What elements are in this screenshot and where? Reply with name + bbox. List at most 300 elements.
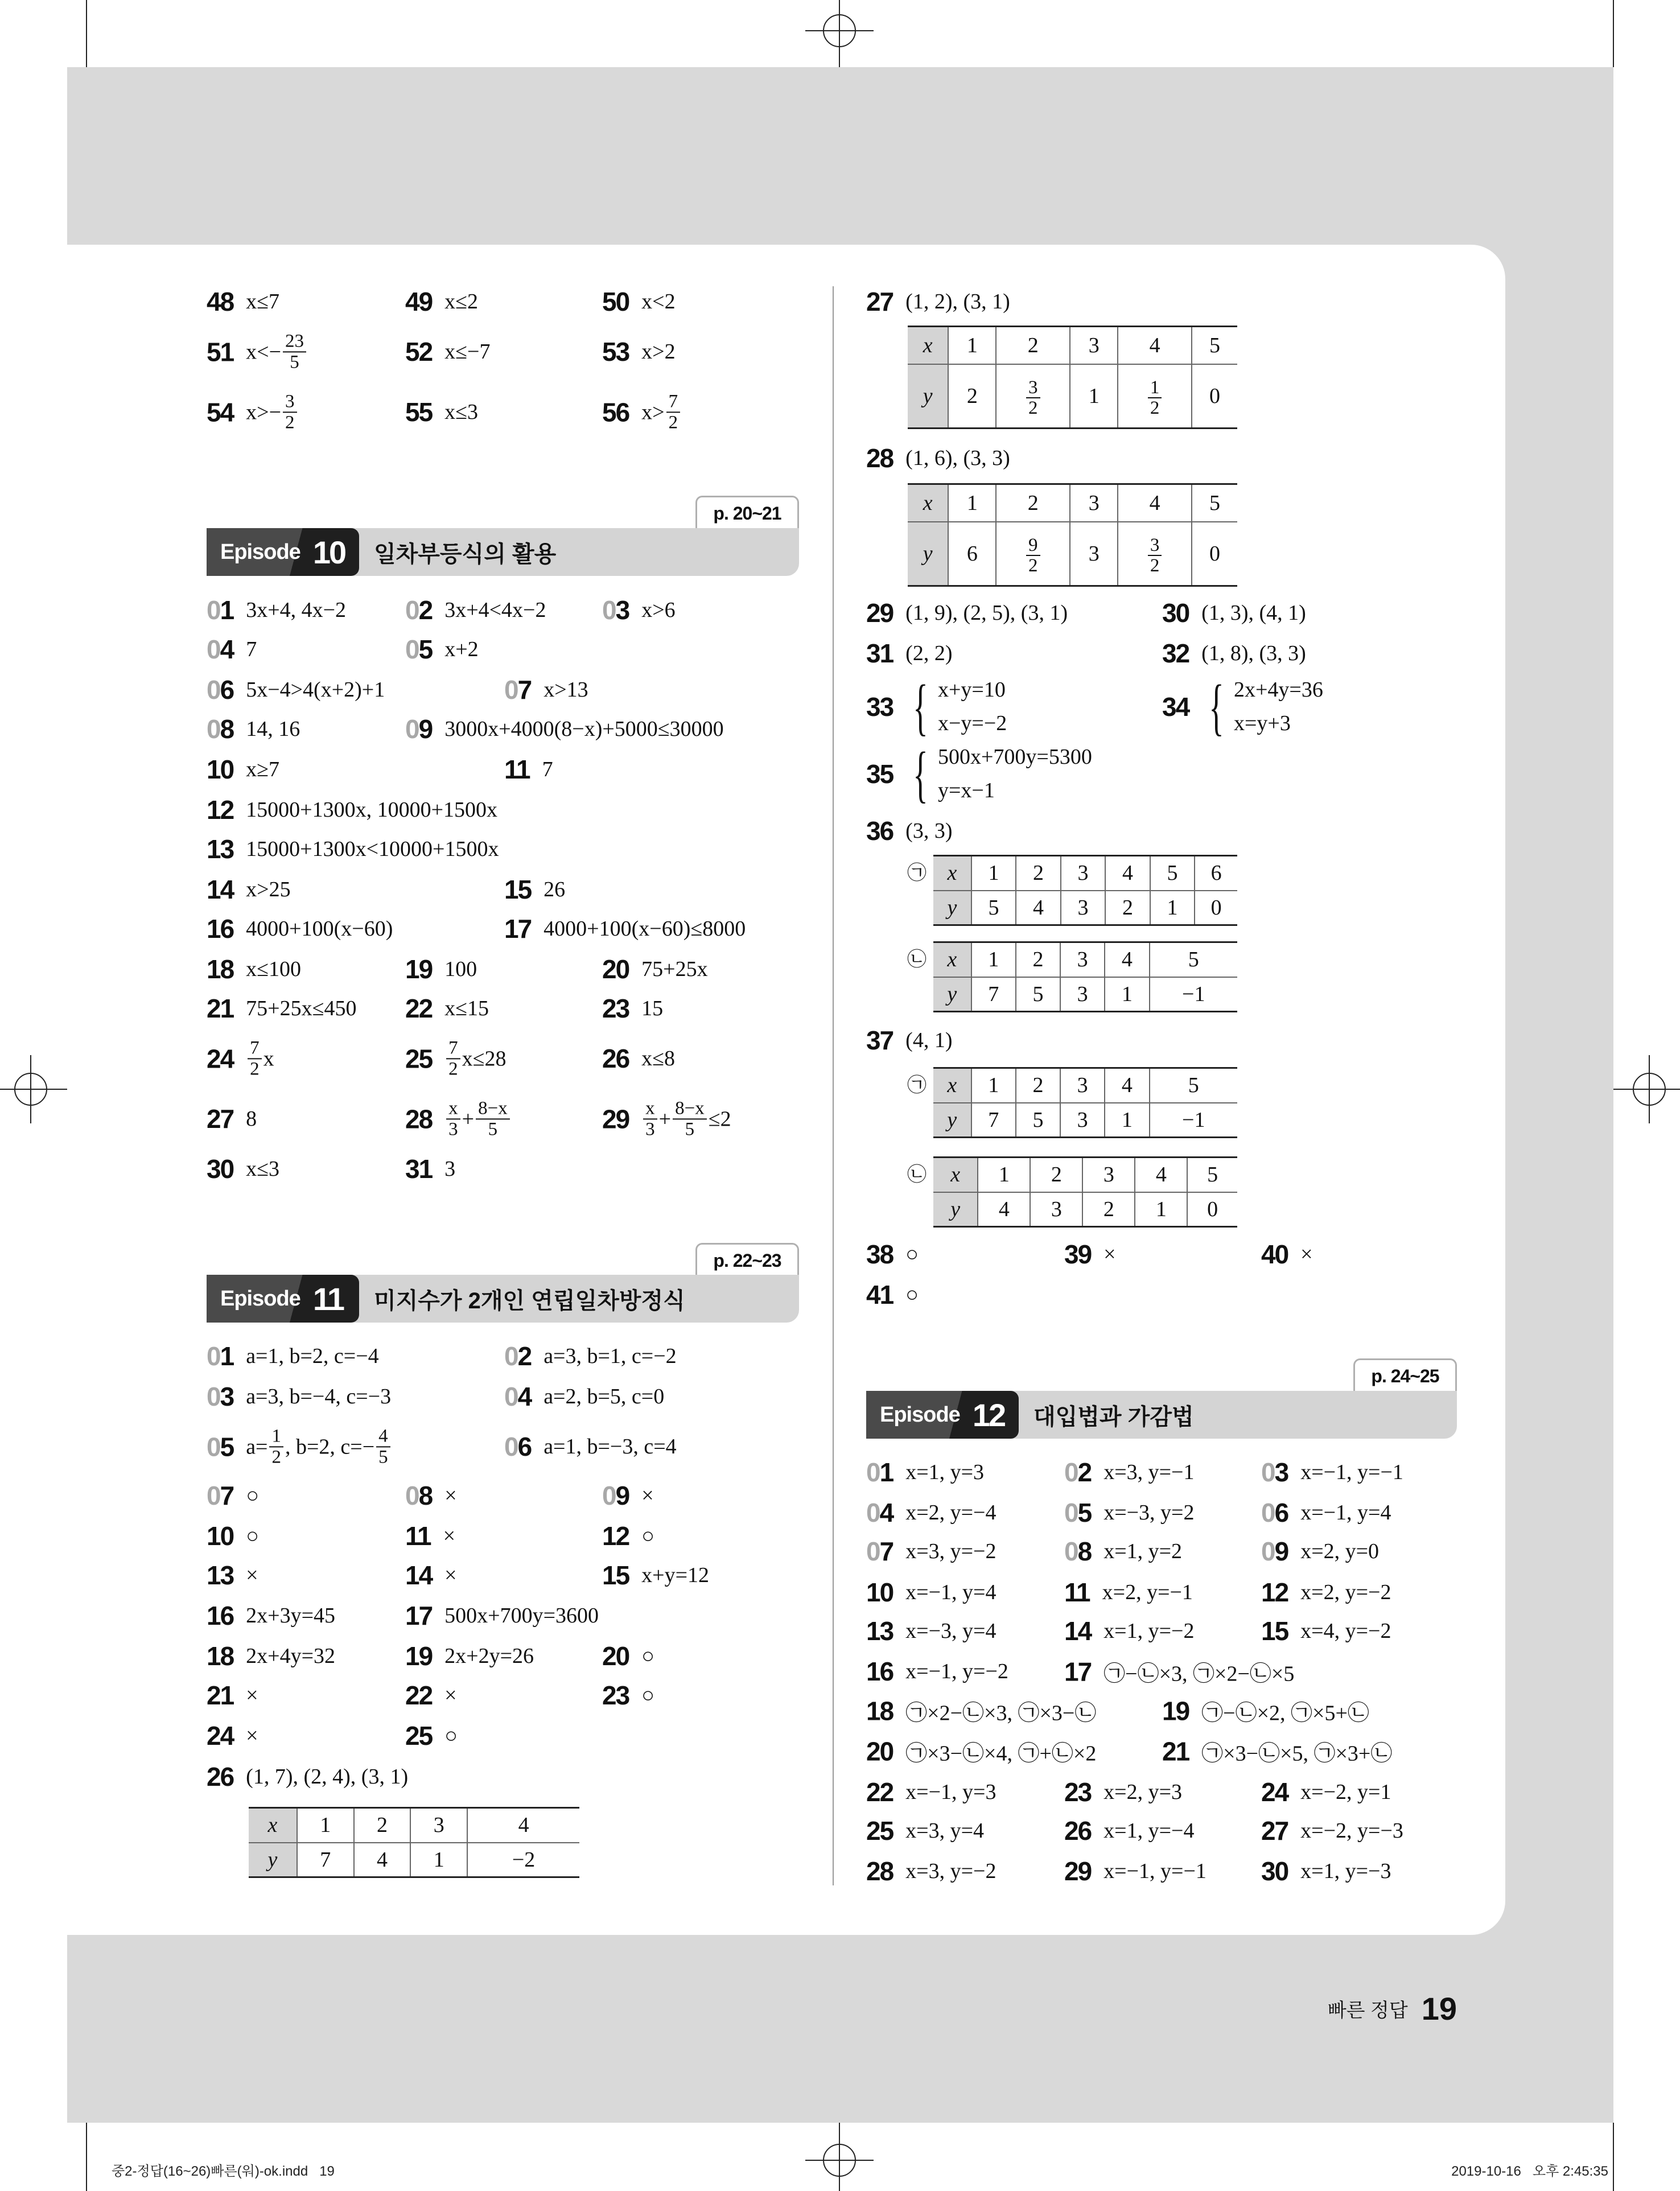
answer-number: 51 <box>207 337 234 366</box>
fraction-denominator: 2 <box>250 1059 260 1079</box>
answer-number: 08 <box>1064 1537 1092 1566</box>
fraction-denominator: 5 <box>685 1119 695 1139</box>
page-ref: p. 20~21 <box>713 503 781 524</box>
answer-number: 05 <box>207 1432 234 1461</box>
math-text: x <box>947 1073 957 1098</box>
math-text: 4 <box>1121 948 1133 972</box>
answer-number: 23 <box>602 1681 629 1710</box>
math-text: 3 <box>1077 982 1088 1006</box>
answer-number: 24 <box>207 1044 234 1073</box>
math-text: y <box>947 1107 957 1132</box>
math-text: 4000+100(x−60)≤8000 <box>543 917 746 941</box>
math-text: a=3, b=−4, c=−3 <box>246 1385 392 1408</box>
print-slug-filename: 중2-정답(16~26)빠른(워)-ok.indd 19 <box>112 2164 335 2179</box>
answer-number: 06 <box>207 675 234 705</box>
page-number: 19 <box>1421 1991 1457 2027</box>
answer-number: 15 <box>602 1560 629 1590</box>
math-text: 2x+3y=45 <box>246 1604 336 1628</box>
answer-number: 19 <box>1162 1696 1189 1725</box>
answer-number: 11 <box>1064 1578 1090 1607</box>
fraction-numerator: x <box>446 1098 460 1119</box>
answer-number: 17 <box>504 914 532 944</box>
math-text: 1 <box>988 1073 999 1098</box>
answer-number: 19 <box>405 954 433 984</box>
math-text: 4 <box>1121 1073 1133 1098</box>
answer-number: 06 <box>504 1432 532 1461</box>
math-text: 1 <box>1155 1197 1167 1221</box>
math-text: x=−1, y=3 <box>905 1780 997 1804</box>
math-text: 1 <box>988 948 999 972</box>
fraction-numerator: x <box>643 1098 657 1119</box>
math-text: y <box>947 982 957 1006</box>
answer-number: 12 <box>1261 1578 1288 1607</box>
math-text: 3 <box>444 1157 456 1181</box>
answer-number: 38 <box>866 1239 893 1269</box>
math-text: x=3, y=−2 <box>905 1859 997 1883</box>
answer-number: 22 <box>405 1681 433 1710</box>
fraction-numerator: 1 <box>1148 378 1162 399</box>
math-text: x≤2 <box>444 290 479 314</box>
math-text: x=−3, y=4 <box>905 1619 997 1643</box>
episode-title: 미지수가 2개인 연립일차방정식 <box>374 1288 685 1313</box>
math-text: y <box>950 1197 961 1221</box>
math-text: y <box>923 384 933 408</box>
math-text: 3 <box>1077 1107 1088 1132</box>
math-text: y <box>947 895 957 920</box>
math-text: x <box>263 1047 274 1070</box>
math-text: 2 <box>1027 333 1039 357</box>
math-text: 3x+4<4x−2 <box>444 598 546 622</box>
math-text: 7 <box>988 982 999 1006</box>
math-text: 75+25x≤450 <box>246 996 357 1020</box>
math-text: x=1, y=3 <box>905 1460 985 1484</box>
math-text: a=1, b=−3, c=4 <box>543 1435 677 1459</box>
answer-number: 17 <box>405 1601 433 1630</box>
answer-number: 26 <box>602 1044 629 1073</box>
math-text: x≤3 <box>444 400 479 424</box>
answer-number: 25 <box>405 1044 433 1073</box>
registration-mark-left <box>0 1055 67 1123</box>
math-text: −1 <box>1182 1107 1205 1132</box>
math-text: (1, 6), (3, 3) <box>905 446 1010 470</box>
answer-number: 03 <box>602 595 629 625</box>
page-ref: p. 22~23 <box>713 1250 781 1271</box>
answer-number: 03 <box>1261 1457 1288 1487</box>
math-text: 5 <box>1188 1073 1199 1098</box>
episode-label: Episode <box>220 539 300 564</box>
math-text: (1, 7), (2, 4), (3, 1) <box>246 1765 409 1789</box>
fraction-numerator: 3 <box>1026 378 1040 399</box>
footer-section-title: 빠른 정답 <box>1327 2000 1408 2021</box>
answer-number: 03 <box>207 1382 234 1411</box>
math-text: 26 <box>543 878 566 901</box>
math-text: x<− <box>246 340 282 364</box>
math-text: x=−1, y=−1 <box>1103 1859 1207 1883</box>
math-text: 2 <box>966 384 978 408</box>
answer-number: 29 <box>866 598 893 628</box>
math-text: + <box>462 1107 475 1131</box>
math-text: 7 <box>542 757 553 781</box>
math-text: x <box>923 333 933 357</box>
math-text: 2 <box>1122 895 1133 920</box>
fraction-numerator: 8−x <box>476 1098 510 1119</box>
math-text: 5 <box>1209 491 1221 515</box>
answer-number: 23 <box>602 994 629 1023</box>
math-text: 2x+2y=26 <box>444 1644 534 1668</box>
answer-number: 14 <box>405 1560 433 1590</box>
math-text: ≤2 <box>708 1107 731 1131</box>
answer-number: 21 <box>207 994 234 1023</box>
answer-number: 11 <box>405 1521 431 1551</box>
answer-number: 08 <box>207 714 234 744</box>
answer-number: 23 <box>1064 1777 1092 1807</box>
math-text: x=1, y=−4 <box>1103 1819 1195 1843</box>
math-text: 4 <box>1155 1163 1167 1187</box>
episode-number: 10 <box>312 534 345 570</box>
answer-number: 35 <box>866 759 893 789</box>
math-text: 7 <box>320 1847 331 1872</box>
math-text: 3 <box>1077 1073 1088 1098</box>
math-text: x=4, y=−2 <box>1300 1619 1391 1643</box>
math-text: 14, 16 <box>246 717 300 741</box>
answer-number: 10 <box>207 1521 234 1551</box>
answer-number: 09 <box>405 714 433 744</box>
fraction-numerator: 7 <box>248 1038 262 1059</box>
math-text: 3 <box>1051 1197 1062 1221</box>
registration-mark-bottom <box>805 2123 874 2191</box>
answer-number: 04 <box>504 1382 532 1411</box>
answer-number: 39 <box>1064 1239 1092 1269</box>
math-text: 4 <box>1122 861 1133 886</box>
math-text: 3 <box>1103 1163 1114 1187</box>
math-text: 0 <box>1210 895 1222 920</box>
answer-number: 12 <box>207 795 234 825</box>
fraction-numerator: 3 <box>283 392 297 413</box>
math-text: 15000+1300x, 10000+1500x <box>246 798 498 822</box>
math-text: x≤8 <box>641 1047 676 1070</box>
answer-number: 41 <box>866 1280 893 1309</box>
math-text: 1 <box>1121 982 1133 1006</box>
math-text: x>2 <box>641 340 676 364</box>
answer-number: 27 <box>866 287 893 316</box>
answer-number: 11 <box>504 755 530 784</box>
math-text: 0 <box>1209 541 1221 566</box>
math-text: ㉠×3−㉡×5, ㉠×3+㉡ <box>1201 1741 1393 1766</box>
math-text: ○ <box>246 1484 260 1508</box>
answer-number: 02 <box>405 595 433 625</box>
math-text: 5 <box>1207 1163 1218 1187</box>
math-text: × <box>444 1484 457 1508</box>
math-text: × <box>1103 1242 1116 1266</box>
math-text: 6 <box>966 541 978 566</box>
equation-line: x=y+3 <box>1233 711 1291 735</box>
math-text: 5x−4>4(x+2)+1 <box>246 678 385 702</box>
fraction-denominator: 2 <box>1028 398 1038 419</box>
math-text: 8 <box>246 1107 257 1131</box>
math-text: 1 <box>998 1163 1010 1187</box>
math-text: a= <box>246 1435 268 1459</box>
fraction-denominator: 2 <box>668 412 678 433</box>
math-text: x≤3 <box>246 1157 280 1181</box>
table-label-mark: ㉠ <box>907 1074 927 1097</box>
answer-number: 25 <box>405 1721 433 1751</box>
math-text: −2 <box>512 1847 536 1872</box>
brace-symbol: { <box>1209 672 1224 742</box>
math-text: 5 <box>1167 861 1178 886</box>
math-text: −1 <box>1182 982 1205 1006</box>
math-text: 1 <box>1121 1107 1133 1132</box>
math-text: × <box>246 1683 258 1707</box>
answer-number: 02 <box>1064 1457 1092 1487</box>
answer-number: 21 <box>207 1681 234 1710</box>
math-text: 4 <box>518 1813 529 1838</box>
fraction-denominator: 2 <box>271 1447 281 1467</box>
answer-number: 19 <box>405 1641 433 1671</box>
answer-number: 04 <box>866 1498 893 1527</box>
answer-number: 14 <box>1064 1616 1092 1646</box>
math-text: x <box>267 1813 278 1838</box>
math-text: a=3, b=1, c=−2 <box>543 1344 677 1368</box>
answer-number: 22 <box>866 1777 893 1807</box>
brace-symbol: { <box>913 739 928 809</box>
math-text: a=2, b=5, c=0 <box>543 1385 665 1408</box>
math-text: 3x+4, 4x−2 <box>246 598 347 622</box>
math-text: x=−1, y=4 <box>905 1580 997 1604</box>
math-text: × <box>641 1484 654 1508</box>
answer-number: 28 <box>866 1856 893 1886</box>
math-text: (3, 3) <box>905 819 953 843</box>
answer-number: 24 <box>1261 1777 1288 1807</box>
answer-number: 07 <box>504 675 532 705</box>
math-text: x=1, y=2 <box>1103 1539 1183 1563</box>
answer-number: 10 <box>866 1578 893 1607</box>
math-text: 2 <box>1051 1163 1062 1187</box>
math-text: x≥7 <box>246 757 280 781</box>
answer-number: 20 <box>866 1736 893 1766</box>
fraction-denominator: 2 <box>1150 398 1160 419</box>
math-text: , b=2, c=− <box>285 1435 375 1459</box>
equation-line: x+y=10 <box>937 678 1006 702</box>
math-text: 1 <box>966 491 978 515</box>
answer-number: 50 <box>602 287 629 316</box>
math-text: ○ <box>444 1724 458 1748</box>
math-text: × <box>246 1563 258 1587</box>
registration-mark-top <box>805 0 874 67</box>
math-text: 2 <box>1032 1073 1044 1098</box>
math-text: ㉠−㉡×2, ㉠×5+㉡ <box>1201 1701 1369 1725</box>
math-text: x=−2, y=−3 <box>1300 1819 1403 1843</box>
equation-line: 2x+4y=36 <box>1233 678 1323 702</box>
answer-number: 56 <box>602 397 629 427</box>
episode-label: Episode <box>880 1402 960 1427</box>
fraction-numerator: 1 <box>269 1426 283 1447</box>
math-text: x=2, y=3 <box>1103 1780 1183 1804</box>
answer-number: 16 <box>866 1657 893 1686</box>
answer-number: 24 <box>207 1721 234 1751</box>
episode-number: 11 <box>312 1280 344 1317</box>
page-ref: p. 24~25 <box>1371 1366 1439 1386</box>
math-text: 2 <box>1103 1197 1114 1221</box>
print-slug-timestamp: 2019-10-16 오후 2:45:35 <box>1451 2164 1608 2179</box>
answer-number: 09 <box>602 1481 629 1510</box>
math-text: x=3, y=−1 <box>1103 1460 1195 1484</box>
fraction-numerator: 9 <box>1026 536 1040 557</box>
answer-number: 29 <box>602 1104 629 1134</box>
math-text: 2 <box>1032 948 1044 972</box>
episode-title: 일차부등식의 활용 <box>374 541 557 567</box>
fraction-denominator: 5 <box>378 1447 388 1467</box>
answer-number: 16 <box>207 914 234 944</box>
math-text: x=1, y=−3 <box>1300 1859 1391 1883</box>
answer-number: 26 <box>207 1762 234 1791</box>
math-text: x=−1, y=4 <box>1300 1501 1391 1525</box>
math-text: 5 <box>1209 333 1221 357</box>
math-text: x=−2, y=1 <box>1300 1780 1391 1804</box>
math-text: 15 <box>641 996 664 1020</box>
registration-mark-right <box>1613 1055 1680 1123</box>
answer-number: 31 <box>405 1154 433 1184</box>
math-text: (1, 2), (3, 1) <box>905 290 1010 314</box>
math-text: ㉠×3−㉡×4, ㉠+㉡×2 <box>905 1741 1097 1766</box>
math-text: x <box>947 948 957 972</box>
math-text: 4 <box>1149 333 1160 357</box>
fraction-numerator: 8−x <box>673 1098 707 1119</box>
math-text: 1 <box>433 1847 444 1872</box>
answer-number: 12 <box>602 1521 629 1551</box>
math-text: x≤15 <box>444 996 489 1020</box>
math-text: 1 <box>988 861 999 886</box>
answer-number: 54 <box>207 397 234 427</box>
math-text: ○ <box>641 1524 655 1548</box>
math-text: (1, 8), (3, 3) <box>1201 641 1306 665</box>
answer-number: 09 <box>1261 1537 1288 1566</box>
math-text: 1 <box>1088 384 1100 408</box>
answer-number: 27 <box>1261 1816 1288 1846</box>
math-text: ○ <box>641 1644 655 1668</box>
math-text: x>13 <box>543 678 588 702</box>
math-text: 100 <box>444 957 477 981</box>
math-text: 75+25x <box>641 957 708 981</box>
math-text: 3 <box>1077 895 1089 920</box>
answer-number: 01 <box>207 595 234 625</box>
math-text: x=−3, y=2 <box>1103 1501 1195 1525</box>
math-text: (2, 2) <box>905 641 953 665</box>
answer-number: 31 <box>866 639 893 668</box>
math-text: 500x+700y=3600 <box>444 1604 599 1628</box>
fraction-denominator: 2 <box>1028 555 1038 576</box>
fraction-numerator: 7 <box>446 1038 460 1059</box>
math-text: x≤7 <box>246 290 280 314</box>
math-text: x=2, y=−4 <box>905 1501 997 1525</box>
math-text: 2 <box>1033 861 1044 886</box>
equation-line: 500x+700y=5300 <box>937 745 1092 769</box>
math-text: x+y=12 <box>641 1563 710 1587</box>
math-text: × <box>443 1524 456 1548</box>
math-text: x=2, y=0 <box>1300 1539 1380 1563</box>
answer-number: 20 <box>602 1641 629 1671</box>
answer-number: 07 <box>207 1481 234 1510</box>
answer-number: 30 <box>1162 598 1189 628</box>
math-text: x+2 <box>444 637 479 661</box>
fraction-numerator: 23 <box>283 331 306 352</box>
math-text: × <box>1300 1242 1313 1266</box>
math-text: 4 <box>1033 895 1044 920</box>
math-text: 2 <box>377 1813 388 1838</box>
math-text: 6 <box>1210 861 1222 886</box>
fraction-denominator: 3 <box>448 1119 458 1139</box>
answer-number: 34 <box>1162 692 1189 722</box>
math-text: 0 <box>1207 1197 1218 1221</box>
table-label-mark: ㉡ <box>907 948 927 971</box>
episode-title: 대입법과 가감법 <box>1033 1404 1194 1430</box>
math-text: 3 <box>433 1813 444 1838</box>
math-text: 3000x+4000(8−x)+5000≤30000 <box>444 717 724 741</box>
math-text: x≤28 <box>462 1047 507 1070</box>
math-text: 7 <box>246 637 257 661</box>
math-text: 4 <box>1149 491 1160 515</box>
math-text: x>25 <box>246 878 291 901</box>
math-text: y <box>267 1847 278 1872</box>
answer-number: 13 <box>207 1560 234 1590</box>
answer-number: 40 <box>1261 1239 1288 1269</box>
answer-number: 01 <box>207 1341 234 1371</box>
answer-number: 15 <box>1261 1616 1288 1646</box>
math-text: x> <box>641 400 665 424</box>
math-text: x=3, y=4 <box>905 1819 985 1843</box>
answer-number: 14 <box>207 875 234 904</box>
math-text: x=2, y=−2 <box>1300 1580 1391 1604</box>
math-text: x <box>923 491 933 515</box>
answer-number: 22 <box>405 994 433 1023</box>
math-text: + <box>658 1107 672 1131</box>
math-text: 15000+1300x<10000+1500x <box>246 837 499 861</box>
math-text: x=−1, y=−1 <box>1300 1460 1403 1484</box>
answer-number: 20 <box>602 954 629 984</box>
table-label-mark: ㉠ <box>907 862 927 884</box>
math-text: 4 <box>377 1847 388 1872</box>
answer-number: 28 <box>866 443 893 473</box>
answer-number: 02 <box>504 1341 532 1371</box>
math-text: 2 <box>1027 491 1039 515</box>
math-text: × <box>444 1563 457 1587</box>
math-text: 4 <box>998 1197 1010 1221</box>
answer-number: 18 <box>207 954 234 984</box>
answer-number: 01 <box>866 1457 893 1487</box>
table-label-mark: ㉡ <box>907 1163 927 1186</box>
fraction-denominator: 5 <box>290 352 299 372</box>
math-text: y <box>923 541 933 566</box>
math-text: 3 <box>1088 333 1100 357</box>
answer-number: 04 <box>207 635 234 664</box>
math-text: ○ <box>905 1283 919 1307</box>
math-text: 7 <box>988 1107 999 1132</box>
math-text: x>6 <box>641 598 676 622</box>
math-text: 3 <box>1077 861 1089 886</box>
math-text: x=1, y=−2 <box>1103 1619 1195 1643</box>
answer-number: 30 <box>1261 1856 1288 1886</box>
answer-number: 33 <box>866 692 893 722</box>
math-text: 3 <box>1088 491 1100 515</box>
math-text: 3 <box>1088 541 1100 566</box>
math-text: 2x+4y=32 <box>246 1644 336 1668</box>
answer-number: 28 <box>405 1104 433 1134</box>
answer-number: 15 <box>504 875 532 904</box>
math-text: x>− <box>246 400 282 424</box>
answer-number: 13 <box>207 834 234 864</box>
answer-number: 07 <box>866 1537 893 1566</box>
answer-number: 36 <box>866 816 893 846</box>
episode-label: Episode <box>220 1286 300 1311</box>
